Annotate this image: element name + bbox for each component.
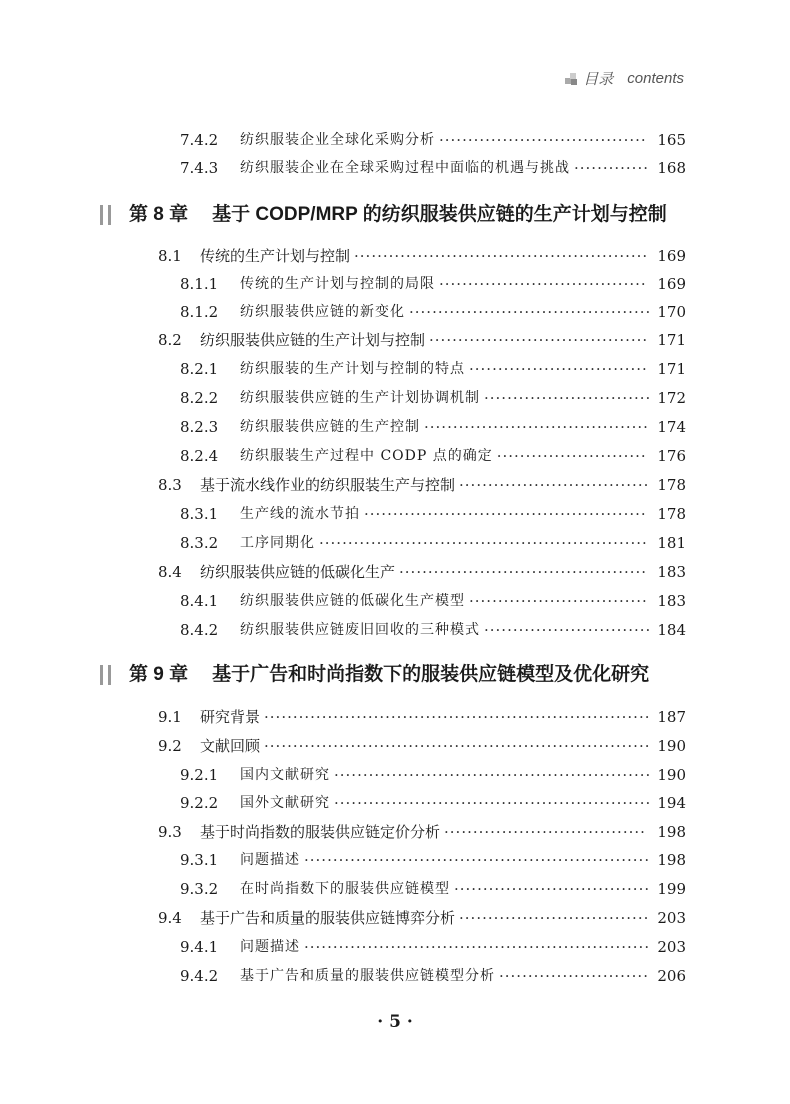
leader-dots: ·························· (499, 967, 649, 985)
entry-title: 纺织服装的生产计划与控制的特点 (240, 361, 465, 377)
leader-dots: ······················································· (334, 794, 652, 812)
toc-section[interactable] (158, 244, 686, 268)
leader-dots: ··································· (444, 823, 646, 841)
entry-number: 8.2.4 (180, 447, 219, 465)
entry-title: 纺织服装供应链的生产计划与控制 (200, 331, 426, 349)
entry-number: 8.4.1 (180, 592, 219, 610)
entry-page: 170 (657, 303, 686, 321)
leader-dots: ··································································· (264, 737, 651, 755)
toc-subsection[interactable] (180, 272, 686, 296)
entry-number: 9.2 (158, 737, 182, 755)
leader-dots: ························································· (319, 534, 648, 552)
toc-subsection[interactable] (180, 156, 686, 180)
entry-page: 194 (657, 794, 686, 812)
leader-dots: ··········································· (399, 563, 648, 581)
entry-title: 纺织服装供应链的新变化 (240, 304, 405, 320)
entry-number: 8.2 (158, 331, 182, 349)
entry-page: 181 (657, 534, 686, 552)
entry-number: 9.1 (158, 708, 182, 726)
entry-number: 7.4.2 (180, 131, 219, 149)
entry-number: 9.3.1 (180, 851, 219, 869)
leader-dots: ································· (459, 909, 650, 927)
leader-dots: ············· (574, 159, 649, 177)
entry-title: 问题描述 (240, 939, 300, 955)
toc-section[interactable] (158, 820, 686, 844)
entry-page: 178 (657, 476, 686, 494)
entry-page: 172 (657, 389, 686, 407)
entry-page: 198 (657, 823, 686, 841)
leader-dots: ·························· (496, 447, 647, 465)
chapter-bars-icon (100, 665, 117, 685)
leader-dots: ···························································· (304, 851, 651, 869)
entry-number: 8.2.1 (180, 360, 219, 378)
entry-title: 基于广告和质量的服装供应链博弈分析 (200, 909, 456, 927)
leader-dots: ······················································· (334, 766, 652, 784)
toc-subsection[interactable] (180, 386, 686, 410)
entry-title: 纺织服装供应链废旧回收的三种模式 (240, 622, 480, 638)
entry-number: 8.3.1 (180, 505, 219, 523)
entry-page: 190 (657, 737, 686, 755)
entry-page: 190 (657, 766, 686, 784)
toc-section[interactable] (158, 560, 686, 584)
entry-page: 183 (657, 592, 686, 610)
entry-number: 9.4 (158, 909, 182, 927)
entry-number: 9.2.2 (180, 794, 219, 812)
entry-title: 问题描述 (240, 852, 300, 868)
entry-page: 183 (657, 563, 686, 581)
toc-section[interactable] (158, 906, 686, 930)
toc-section[interactable] (158, 473, 686, 497)
entry-number: 8.3.2 (180, 534, 219, 552)
entry-number: 9.3.2 (180, 880, 219, 898)
toc-subsection[interactable] (180, 300, 686, 324)
entry-title: 传统的生产计划与控制的局限 (240, 276, 435, 292)
entry-page: 168 (657, 159, 686, 177)
entry-number: 9.3 (158, 823, 182, 841)
entry-title: 纺织服装供应链的低碳化生产模型 (240, 593, 465, 609)
entry-number: 7.4.3 (180, 159, 219, 177)
chapter-bars-icon (100, 205, 117, 225)
leader-dots: ··································································· (264, 708, 651, 726)
toc-section[interactable] (158, 328, 686, 352)
entry-page: 198 (657, 851, 686, 869)
entry-title: 在时尚指数下的服装供应链模型 (240, 881, 450, 897)
toc-subsection[interactable] (180, 763, 686, 787)
toc-subsection[interactable] (180, 444, 686, 468)
leader-dots: ······································ (429, 331, 649, 349)
chapter-number: 第 9 章 (129, 664, 189, 685)
entry-page: 203 (657, 909, 686, 927)
entry-number: 9.4.1 (180, 938, 219, 956)
toc-section[interactable] (158, 705, 686, 729)
entry-page: 174 (657, 418, 686, 436)
page-number: · 5 · (377, 1012, 413, 1032)
entry-title: 基于时尚指数的服装供应链定价分析 (200, 823, 441, 841)
toc-subsection[interactable] (180, 531, 686, 555)
toc-subsection[interactable] (180, 589, 686, 613)
entry-page: 171 (657, 360, 686, 378)
entry-title: 纺织服装生产过程中 CODP 点的确定 (240, 448, 493, 464)
chapter-title: 基于广告和时尚指数下的服装供应链模型及优化研究 (212, 664, 650, 685)
entry-page: 165 (657, 131, 686, 149)
entry-number: 8.3 (158, 476, 182, 494)
leader-dots: ···························································· (304, 938, 651, 956)
running-header (565, 68, 684, 89)
leader-dots: ···································· (439, 275, 647, 293)
toc-subsection[interactable] (180, 848, 686, 872)
entry-page: 171 (657, 331, 686, 349)
toc-subsection[interactable] (180, 357, 686, 381)
entry-number: 8.1 (158, 247, 182, 265)
entry-title: 工序同期化 (240, 535, 315, 551)
leader-dots: ···································· (439, 131, 647, 149)
toc-subsection[interactable] (180, 964, 686, 988)
chapter-heading[interactable] (100, 660, 649, 690)
toc-subsection[interactable] (180, 415, 686, 439)
entry-title: 生产线的流水节拍 (240, 506, 360, 522)
entry-title: 纺织服装企业全球化采购分析 (240, 132, 435, 148)
entry-title: 传统的生产计划与控制 (200, 247, 351, 265)
entry-page: 169 (657, 275, 686, 293)
entry-page: 184 (657, 621, 686, 639)
leader-dots: ································· (459, 476, 650, 494)
toc-subsection[interactable] (180, 877, 686, 901)
section-marker-icon (565, 73, 577, 85)
leader-dots: ····························· (484, 389, 652, 407)
entry-number: 8.2.3 (180, 418, 219, 436)
leader-dots: ·································· (454, 880, 651, 898)
leader-dots: ·········································· (409, 303, 652, 321)
toc-subsection[interactable] (180, 128, 686, 152)
entry-number: 8.1.2 (180, 303, 219, 321)
header-subtitle: contents (627, 70, 684, 87)
entry-title: 研究背景 (200, 708, 261, 726)
entry-number: 9.2.1 (180, 766, 219, 784)
entry-title: 纺织服装供应链的生产计划协调机制 (240, 390, 480, 406)
toc-subsection[interactable] (180, 935, 686, 959)
leader-dots: ······························· (469, 360, 648, 378)
leader-dots: ······························· (469, 592, 648, 610)
chapter-number: 第 8 章 (129, 204, 189, 225)
entry-title: 国内文献研究 (240, 767, 330, 783)
entry-title: 基于流水线作业的纺织服装生产与控制 (200, 476, 456, 494)
entry-page: 206 (657, 967, 686, 985)
entry-number: 8.2.2 (180, 389, 219, 407)
entry-title: 纺织服装供应链的低碳化生产 (200, 563, 396, 581)
toc-section[interactable] (158, 734, 686, 758)
entry-page: 199 (657, 880, 686, 898)
leader-dots: ··················································· (354, 247, 649, 265)
entry-page: 176 (657, 447, 686, 465)
toc-subsection[interactable] (180, 502, 686, 526)
entry-page: 187 (657, 708, 686, 726)
entry-page: 169 (657, 247, 686, 265)
leader-dots: ····························· (484, 621, 652, 639)
entry-title: 纺织服装企业在全球采购过程中面临的机遇与挑战 (240, 160, 570, 176)
leader-dots: ················································· (364, 505, 647, 523)
chapter-title: 基于 CODP/MRP 的纺织服装供应链的生产计划与控制 (212, 204, 667, 225)
toc-subsection[interactable] (180, 791, 686, 815)
entry-title: 国外文献研究 (240, 795, 330, 811)
leader-dots: ······································· (424, 418, 649, 436)
chapter-heading[interactable] (100, 200, 667, 230)
entry-page: 178 (657, 505, 686, 523)
entry-number: 9.4.2 (180, 967, 219, 985)
toc-subsection[interactable] (180, 618, 686, 642)
entry-number: 8.4.2 (180, 621, 219, 639)
entry-number: 8.4 (158, 563, 182, 581)
entry-title: 纺织服装供应链的生产控制 (240, 419, 420, 435)
entry-page: 203 (657, 938, 686, 956)
entry-title: 基于广告和质量的服装供应链模型分析 (240, 968, 495, 984)
entry-number: 8.1.1 (180, 275, 219, 293)
header-title: 目录 (583, 71, 614, 88)
entry-title: 文献回顾 (200, 737, 261, 755)
